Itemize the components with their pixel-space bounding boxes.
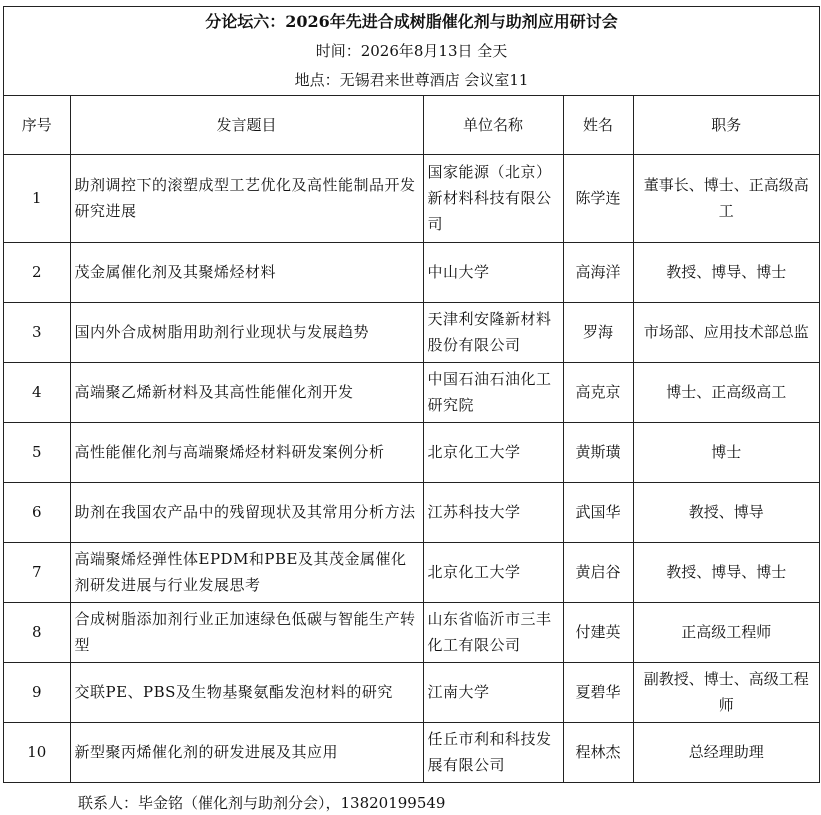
row-name: 高克京 <box>563 362 633 422</box>
row-org: 任丘市利和科技发展有限公司 <box>423 722 563 782</box>
row-name: 陈学连 <box>563 154 633 242</box>
row-name: 夏碧华 <box>563 662 633 722</box>
contact-line: 联系人：毕金铭（催化剂与助剂分会），13820199549 <box>78 794 446 812</box>
row-topic: 高性能催化剂与高端聚烯烃材料研发案例分析 <box>70 422 423 482</box>
row-no: 8 <box>4 602 70 662</box>
row-org: 江苏科技大学 <box>423 482 563 542</box>
agenda-sheet <box>3 6 820 783</box>
table-row <box>4 362 819 422</box>
forum-place: 地点：无锡君来世尊酒店 会议室11 <box>294 71 529 89</box>
row-topic: 国内外合成树脂用助剂行业现状与发展趋势 <box>70 302 423 362</box>
row-name: 黄斯璜 <box>563 422 633 482</box>
row-no: 1 <box>4 154 70 242</box>
row-org: 北京化工大学 <box>423 542 563 602</box>
row-no: 6 <box>4 482 70 542</box>
forum-time: 时间：2026年8月13日 全天 <box>315 42 508 60</box>
row-title: 教授、博导、博士 <box>633 242 819 302</box>
row-name: 武国华 <box>563 482 633 542</box>
row-no: 5 <box>4 422 70 482</box>
table-row <box>4 422 819 482</box>
row-name: 罗海 <box>563 302 633 362</box>
forum-title: 分论坛六：2026年先进合成树脂催化剂与助剂应用研讨会 <box>205 12 618 31</box>
table-row <box>4 722 819 782</box>
col-header-title: 职务 <box>633 96 819 154</box>
row-title: 总经理助理 <box>633 722 819 782</box>
table-row <box>4 542 819 602</box>
row-topic: 高端聚烯烃弹性体EPDM和PBE及其茂金属催化剂研发进展与行业发展思考 <box>70 542 423 602</box>
col-header-no: 序号 <box>4 96 70 154</box>
row-topic: 合成树脂添加剂行业正加速绿色低碳与智能生产转型 <box>70 602 423 662</box>
col-header-name: 姓名 <box>563 96 633 154</box>
row-topic: 茂金属催化剂及其聚烯烃材料 <box>70 242 423 302</box>
table-row <box>4 602 819 662</box>
row-name: 付建英 <box>563 602 633 662</box>
row-title: 市场部、应用技术部总监 <box>633 302 819 362</box>
agenda-table <box>4 96 819 782</box>
row-org: 国家能源（北京）新材料科技有限公司 <box>423 154 563 242</box>
row-title: 教授、博导、博士 <box>633 542 819 602</box>
row-title: 董事长、博士、正高级高工 <box>633 154 819 242</box>
row-topic: 助剂调控下的滚塑成型工艺优化及高性能制品开发研究进展 <box>70 154 423 242</box>
row-no: 10 <box>4 722 70 782</box>
row-org: 天津利安隆新材料股份有限公司 <box>423 302 563 362</box>
row-name: 高海洋 <box>563 242 633 302</box>
table-header-row <box>4 96 819 154</box>
row-title: 副教授、博士、高级工程师 <box>633 662 819 722</box>
row-org: 中国石油石油化工研究院 <box>423 362 563 422</box>
row-title: 教授、博导 <box>633 482 819 542</box>
row-org: 山东省临沂市三丰化工有限公司 <box>423 602 563 662</box>
row-org: 中山大学 <box>423 242 563 302</box>
table-row <box>4 302 819 362</box>
row-name: 程林杰 <box>563 722 633 782</box>
table-row <box>4 154 819 242</box>
row-name: 黄启谷 <box>563 542 633 602</box>
col-header-topic: 发言题目 <box>70 96 423 154</box>
row-no: 9 <box>4 662 70 722</box>
table-row <box>4 662 819 722</box>
row-title: 博士 <box>633 422 819 482</box>
table-row <box>4 242 819 302</box>
row-no: 7 <box>4 542 70 602</box>
col-header-org: 单位名称 <box>423 96 563 154</box>
agenda-header <box>4 7 819 96</box>
row-topic: 交联PE、PBS及生物基聚氨酯发泡材料的研究 <box>70 662 423 722</box>
row-topic: 高端聚乙烯新材料及其高性能催化剂开发 <box>70 362 423 422</box>
row-no: 4 <box>4 362 70 422</box>
table-row <box>4 482 819 542</box>
row-no: 2 <box>4 242 70 302</box>
row-topic: 新型聚丙烯催化剂的研发进展及其应用 <box>70 722 423 782</box>
row-org: 北京化工大学 <box>423 422 563 482</box>
row-title: 博士、正高级高工 <box>633 362 819 422</box>
row-topic: 助剂在我国农产品中的残留现状及其常用分析方法 <box>70 482 423 542</box>
row-org: 江南大学 <box>423 662 563 722</box>
row-no: 3 <box>4 302 70 362</box>
row-title: 正高级工程师 <box>633 602 819 662</box>
